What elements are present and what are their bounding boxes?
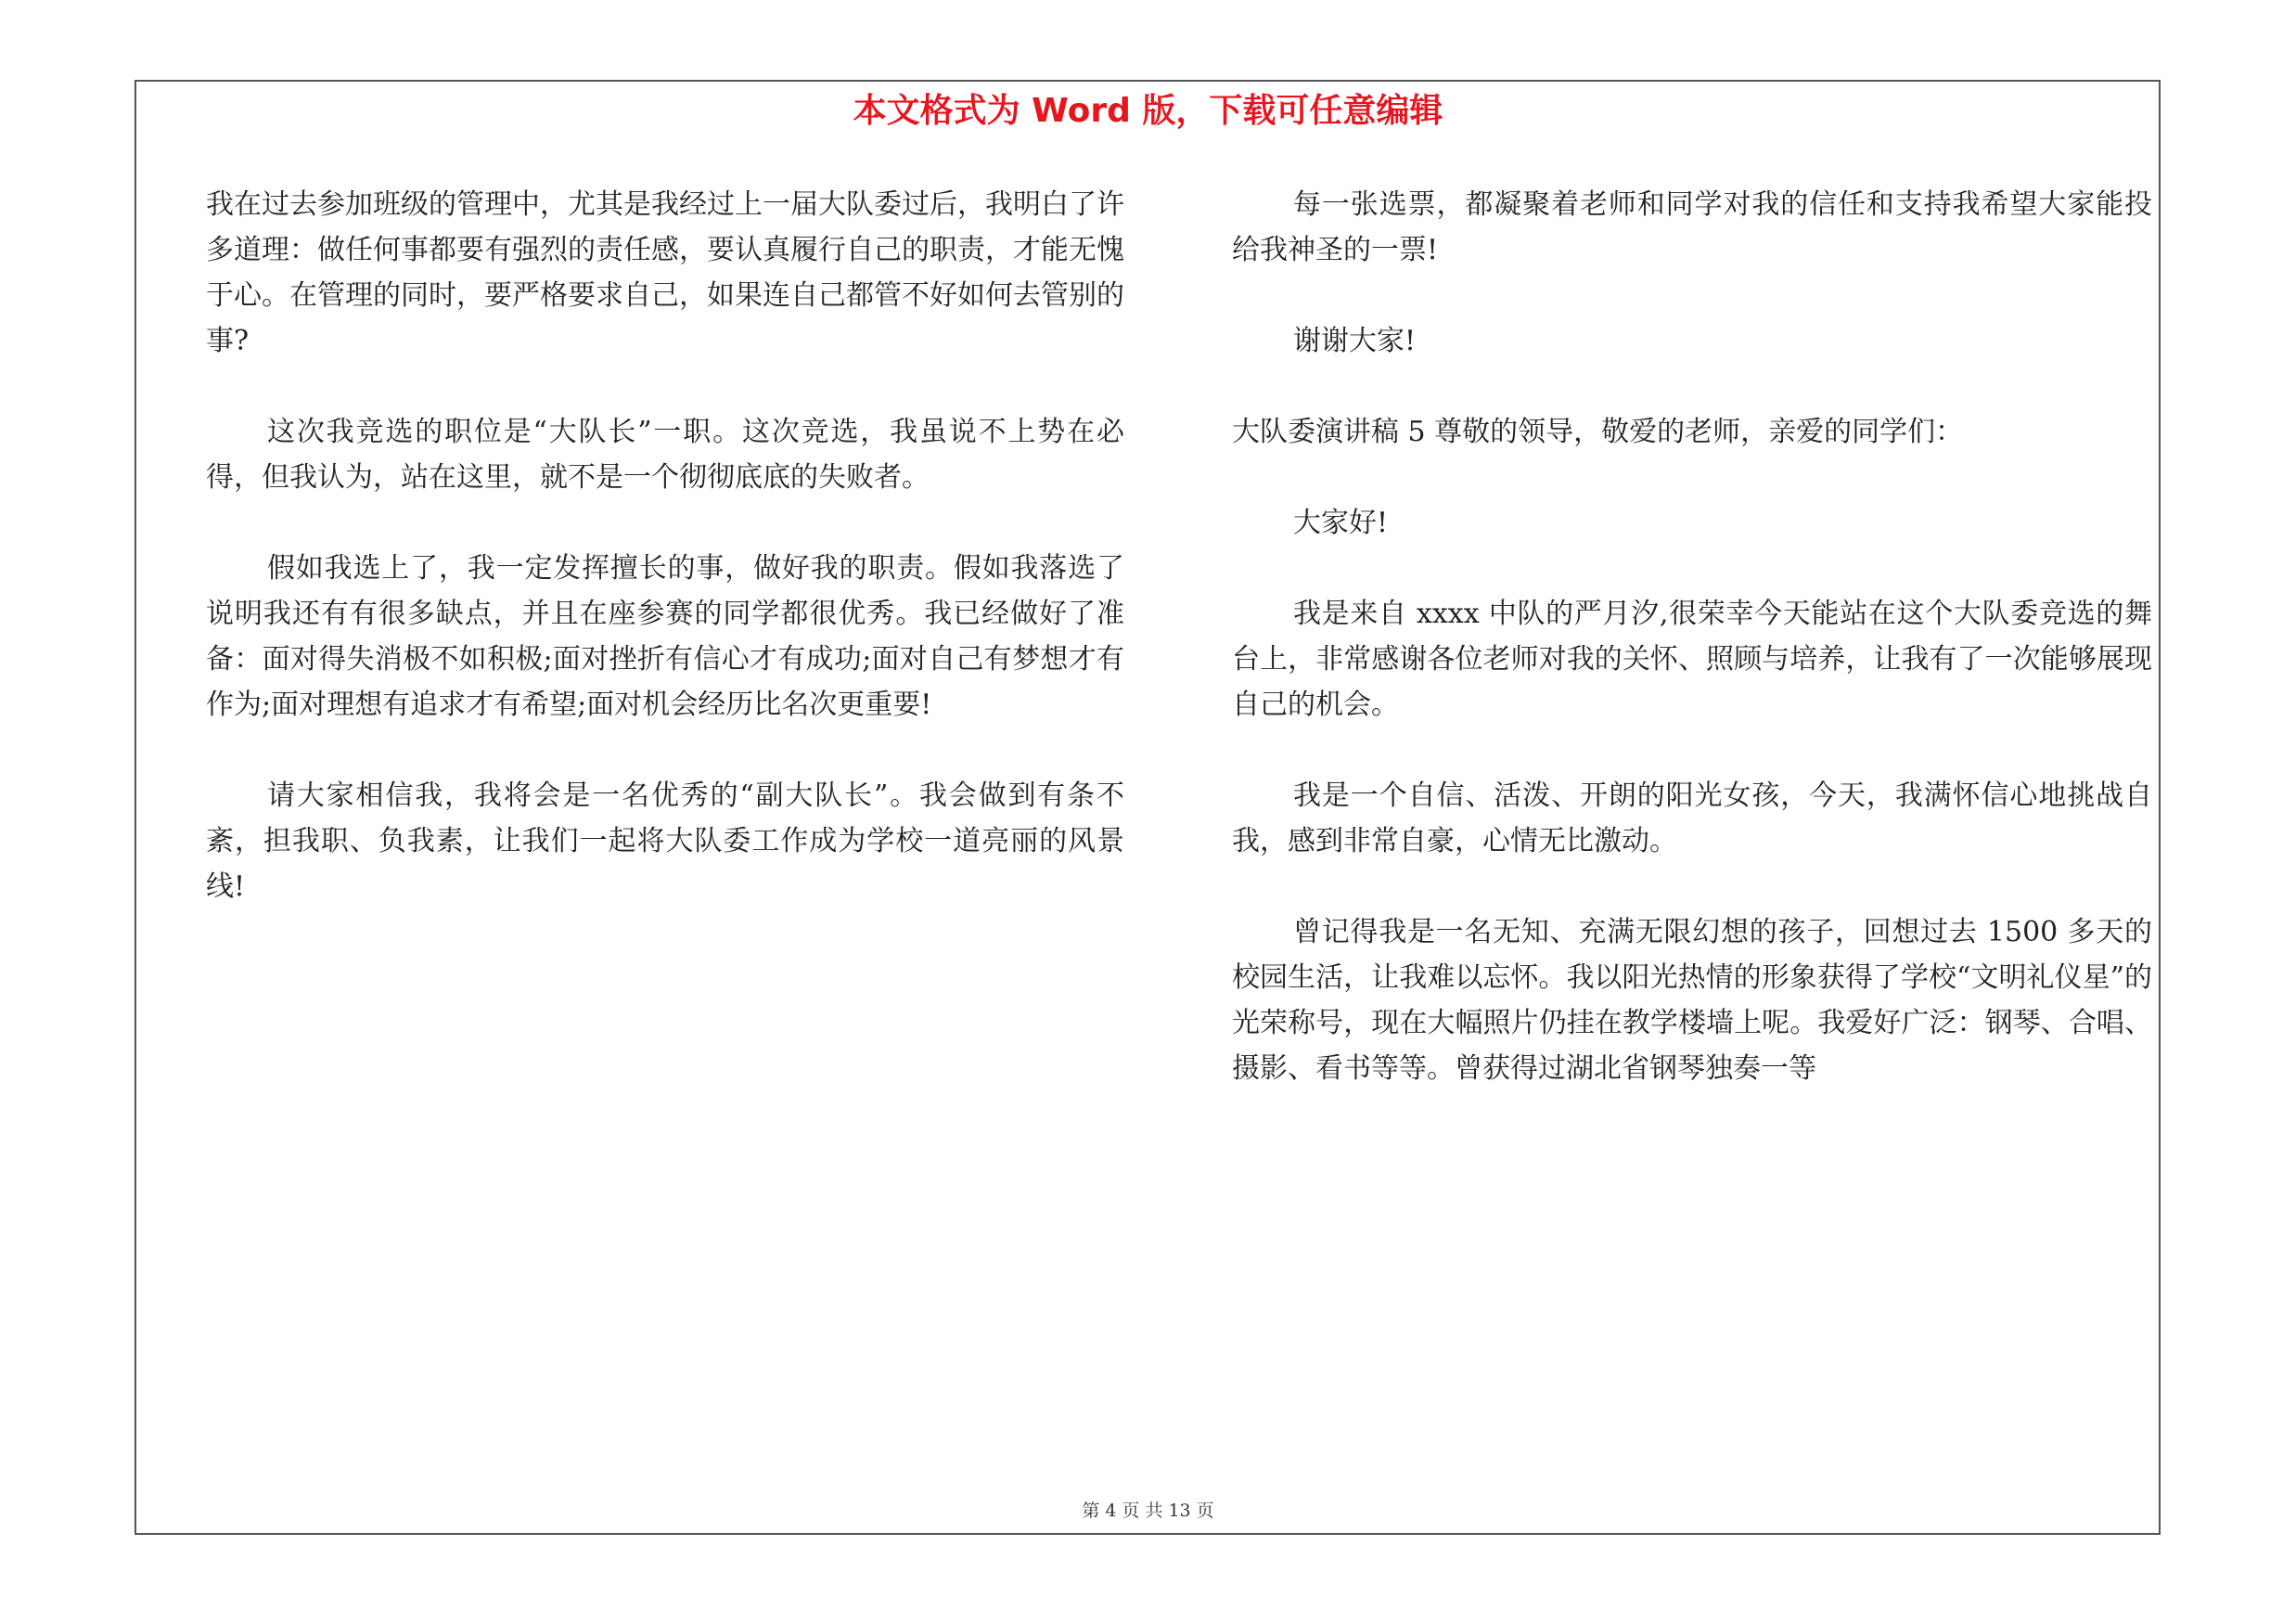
paragraph: 大家好! [1293,507,1389,539]
footer-middle: 页 共 [1122,1501,1163,1521]
current-page-number: 4 [1105,1501,1117,1521]
left-column [206,182,1124,955]
footer-prefix: 第 [1082,1501,1100,1521]
footer-suffix: 页 [1196,1501,1214,1521]
page-number-footer [0,1500,2296,1522]
format-notice-banner: 本文格式为 Word 版，下载可任意编辑 [853,92,1443,130]
paragraph: 这次我竞选的职位是“大队长”一职。这次竞选，我虽说不上势在必得，但我认为，站在这里，就不是一个彻彻底底的失败者。 [206,416,1124,494]
paragraph: 曾记得我是一名无知、充满无限幻想的孩子，回想过去 1500 多天的校园生活，让我难以忘怀。我以阳光热情的形象获得了学校“文明礼仪星”的光荣称号，现在大幅照片仍挂在教学楼墙上呢。我爱好广泛：钢琴、合唱、摄影、看书等等。曾获得过湖北省钢琴独奏一等 [1232,916,2152,1085]
paragraph: 我在过去参加班级的管理中，尤其是我经过上一届大队委过后，我明白了许多道理：做任何事都要有强烈的责任感，要认真履行自己的职责，才能无愧于心。在管理的同时，要严格要求自己，如果连自己都管不好如何去管别的事? [206,188,1124,357]
paragraph: 假如我选上了，我一定发挥擅长的事，做好我的职责。假如我落选了说明我还有有很多缺点，并且在座参赛的同学都很优秀。我已经做好了准备：面对得失消极不如积极;面对挫折有信心才有成功;面对自己有梦想才有作为;面对理想有追求才有希望;面对机会经历比名次更重要! [206,552,1124,721]
total-pages-number: 13 [1168,1501,1191,1521]
paragraph: 谢谢大家! [1293,325,1417,357]
paragraph: 每一张选票，都凝聚着老师和同学对我的信任和支持我希望大家能投给我神圣的一票! [1232,188,2152,266]
paragraph: 我是一个自信、活泼、开朗的阳光女孩，今天，我满怀信心地挑战自我，感到非常自豪，心情无比激动。 [1232,779,2152,857]
right-column [1232,182,2152,1137]
section-heading-paragraph: 大队委演讲稿 5 尊敬的领导，敬爱的老师，亲爱的同学们： [1232,416,1964,448]
paragraph: 请大家相信我，我将会是一名优秀的“副大队长”。我会做到有条不紊，担我职、负我素，让我们一起将大队委工作成为学校一道亮丽的风景线! [206,779,1124,903]
paragraph: 我是来自 xxxx 中队的严月汐,很荣幸今天能站在这个大队委竞选的舞台上，非常感谢各位老师对我的关怀、照顾与培养，让我有了一次能够展现自己的机会。 [1232,598,2152,721]
